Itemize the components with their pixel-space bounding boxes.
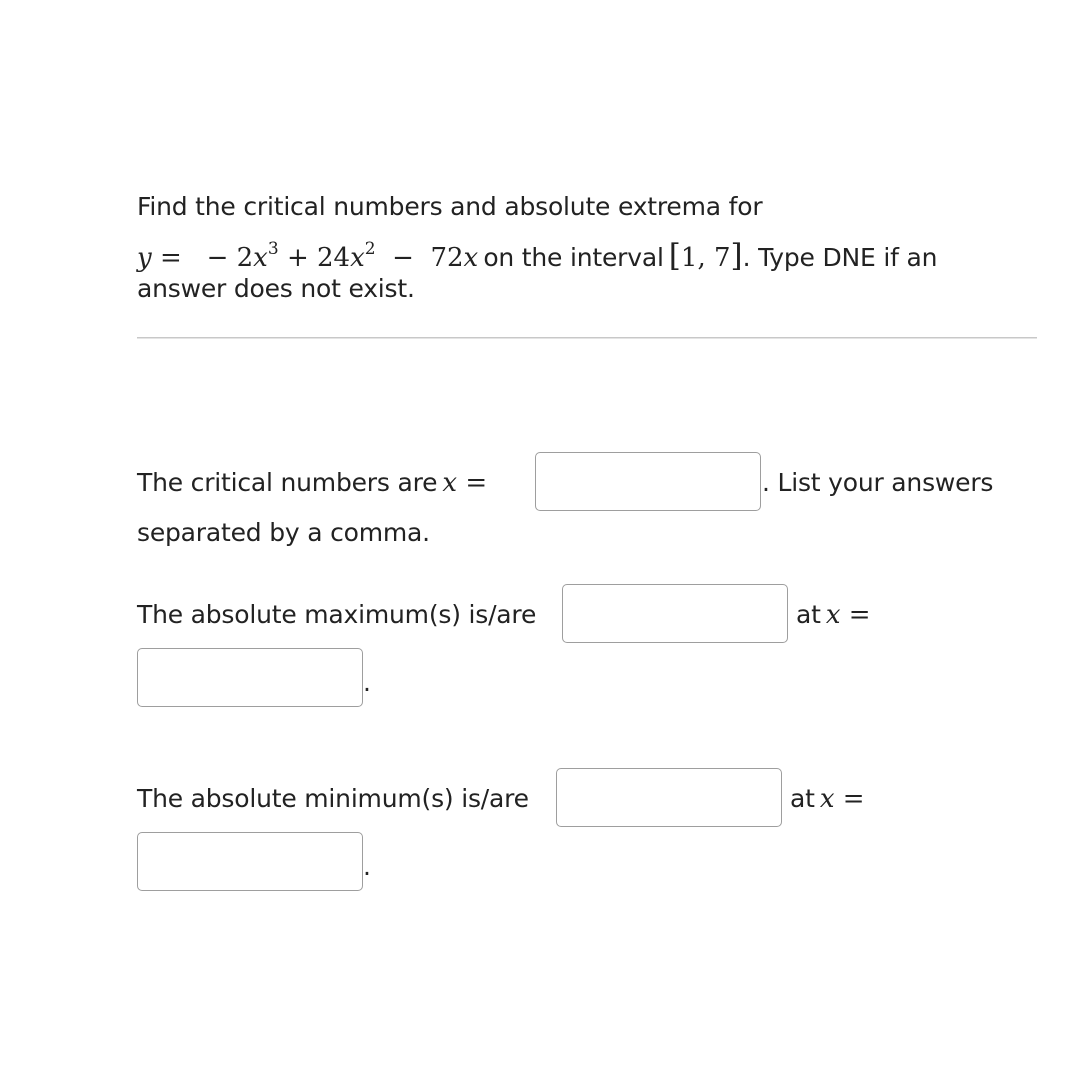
interval-a: 1 (680, 243, 698, 273)
critical-var (442, 468, 487, 498)
eq-coef-1: 2 (236, 243, 254, 273)
eq-minus-1: − (206, 243, 229, 273)
maximum-value-input[interactable] (562, 584, 788, 643)
eq-minus-2: − (392, 243, 414, 273)
maximum-at: at (796, 600, 821, 629)
eq-coef-3: 72 (430, 243, 464, 273)
question-line-3: answer does not exist. (137, 274, 415, 303)
after-interval-text: . Type DNE if an (742, 243, 938, 272)
eq-exp-2: 2 (364, 239, 376, 259)
maximum-x-input[interactable] (137, 648, 363, 707)
minimum-label: The absolute minimum(s) is/are (137, 784, 529, 813)
interval (668, 238, 743, 274)
critical-numbers-input[interactable] (535, 452, 761, 511)
interval-sep: , (697, 243, 706, 273)
interval-text: on the interval (483, 243, 664, 272)
maximum-x-eq (826, 600, 871, 630)
critical-label-row (137, 468, 487, 498)
minimum-x: x (819, 784, 835, 814)
equation (137, 239, 479, 273)
minimum-x-eq (820, 784, 865, 814)
eq-coef-2: 24 (317, 243, 351, 273)
critical-label: The critical numbers are (137, 468, 438, 497)
question-line-2 (137, 226, 937, 272)
minimum-period: . (363, 852, 371, 881)
minimum-equals: = (842, 784, 865, 814)
critical-x: x (442, 468, 458, 498)
eq-equals: = (159, 243, 182, 273)
eq-y: y (137, 243, 152, 273)
eq-plus: + (286, 243, 309, 273)
minimum-at-row (790, 784, 865, 814)
critical-equals: = (465, 468, 488, 498)
critical-after-text: . List your answers (762, 468, 994, 497)
maximum-label: The absolute maximum(s) is/are (137, 600, 537, 629)
interval-b: 7 (713, 243, 731, 273)
minimum-x-input[interactable] (137, 832, 363, 891)
eq-exp-1: 3 (267, 239, 279, 259)
maximum-period: . (363, 668, 371, 697)
maximum-x: x (825, 600, 841, 630)
maximum-equals: = (848, 600, 871, 630)
eq-var-2: x (350, 243, 365, 273)
divider (137, 337, 1037, 339)
interval-close: ] (730, 238, 743, 274)
eq-var-3: x (463, 243, 479, 273)
critical-line-2: separated by a comma. (137, 518, 430, 547)
eq-var-1: x (253, 243, 268, 273)
maximum-at-row (796, 600, 871, 630)
question-line-1: Find the critical numbers and absolute extrema for (137, 192, 763, 221)
interval-open: [ (668, 238, 681, 274)
minimum-value-input[interactable] (556, 768, 782, 827)
minimum-at: at (790, 784, 815, 813)
